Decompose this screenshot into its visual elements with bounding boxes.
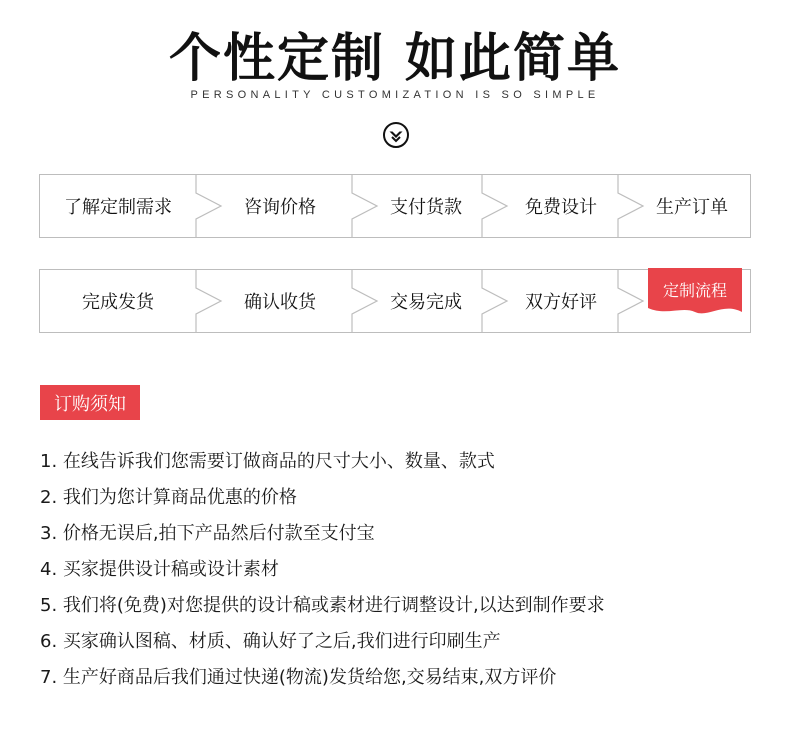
list-item: 1. 在线告诉我们您需要订做商品的尺寸大小、数量、款式	[40, 451, 495, 472]
notice-list	[40, 448, 760, 700]
step-transaction-complete: 交易完成	[390, 292, 462, 313]
step-shipped: 完成发货	[82, 292, 154, 313]
list-item: 4. 买家提供设计稿或设计素材	[40, 559, 279, 580]
notice-tag: 订购须知	[40, 385, 140, 420]
list-item: 7. 生产好商品后我们通过快递(物流)发货给您,交易结束,双方评价	[40, 667, 557, 688]
page-title: 个性定制 如此简单	[168, 29, 622, 89]
step-understand-needs: 了解定制需求	[64, 197, 172, 218]
step-production-order: 生产订单	[656, 197, 728, 218]
list-item: 5. 我们将(免费)对您提供的设计稿或素材进行调整设计,以达到制作要求	[40, 595, 605, 616]
list-item: 6. 买家确认图稿、材质、确认好了之后,我们进行印刷生产	[40, 631, 501, 652]
list-item: 3. 价格无误后,拍下产品然后付款至支付宝	[40, 523, 375, 544]
step-confirm-receipt: 确认收货	[244, 292, 316, 313]
list-item: 2. 我们为您计算商品优惠的价格	[40, 487, 297, 508]
chevron-down-circle-icon	[382, 121, 410, 149]
step-pay: 支付货款	[390, 197, 462, 218]
step-mutual-review: 双方好评	[525, 292, 597, 313]
process-row-1	[39, 174, 751, 238]
step-inquire-price: 咨询价格	[244, 197, 316, 218]
step-free-design: 免费设计	[525, 197, 597, 218]
process-row-2	[39, 269, 751, 333]
chevron-right-divider-icon	[617, 270, 647, 332]
page-subtitle: PERSONALITY CUSTOMIZATION IS SO SIMPLE	[190, 89, 600, 101]
process-badge-label: 定制流程	[662, 281, 727, 300]
